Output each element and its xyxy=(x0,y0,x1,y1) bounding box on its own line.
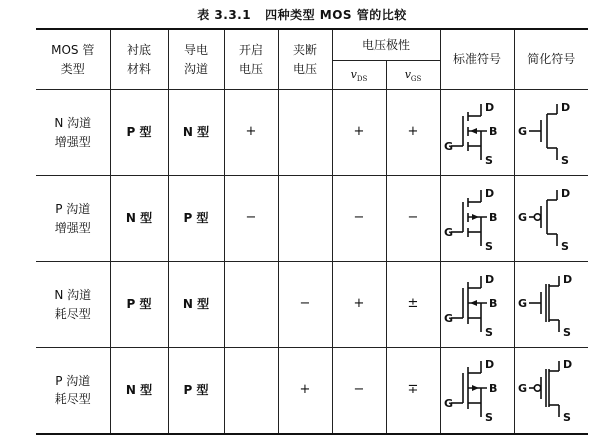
pmos-enhancement-standard-symbol xyxy=(443,184,511,254)
table-title: 四种类型 MOS 管的比较 xyxy=(265,8,407,22)
gate-label: G xyxy=(518,210,528,224)
cell-simplified-symbol xyxy=(514,348,588,434)
cell-channel: P 型 xyxy=(168,176,224,262)
header-standard-symbol: 标准符号 xyxy=(440,29,514,90)
cell-pinch-off xyxy=(278,176,332,262)
cell-type: P 沟道 增强型 xyxy=(36,176,110,262)
table-caption xyxy=(0,6,604,23)
source-label: S xyxy=(563,325,572,339)
source-label: S xyxy=(561,153,570,167)
drain-label: D xyxy=(561,100,571,114)
gate-label: G xyxy=(444,139,454,153)
cell-pinch-off: − xyxy=(278,262,332,348)
cell-turn-on: − xyxy=(224,176,278,262)
cell-substrate: P 型 xyxy=(110,262,168,348)
header-vgs: $v_{GS}$ xyxy=(386,61,440,90)
drain-label: D xyxy=(485,100,495,114)
cell-pinch-off: + xyxy=(278,348,332,434)
cell-type: P 沟道 耗尽型 xyxy=(36,348,110,434)
gate-label: G xyxy=(444,397,454,411)
header-voltage-polarity: 电压极性 xyxy=(332,29,440,61)
cell-vds: + xyxy=(332,262,386,348)
cell-type: N 沟道 耗尽型 xyxy=(36,262,110,348)
drain-label: D xyxy=(563,272,573,286)
gate-label: G xyxy=(518,296,528,310)
gate-label: G xyxy=(518,382,528,396)
nmos-depletion-simplified-symbol xyxy=(517,270,585,340)
pmos-enhancement-simplified-symbol xyxy=(517,184,585,254)
header-simplified-symbol: 简化符号 xyxy=(514,29,588,90)
source-label: S xyxy=(485,325,493,339)
cell-substrate: P 型 xyxy=(110,90,168,176)
body-label: B xyxy=(489,296,498,310)
cell-turn-on: + xyxy=(224,90,278,176)
cell-standard-symbol xyxy=(440,348,514,434)
table-row xyxy=(36,348,588,434)
table-row xyxy=(36,90,588,176)
cell-pinch-off xyxy=(278,90,332,176)
drain-label: D xyxy=(485,358,495,372)
cell-channel: P 型 xyxy=(168,348,224,434)
nmos-enhancement-standard-symbol xyxy=(443,98,511,168)
pmos-depletion-standard-symbol xyxy=(443,355,511,425)
nmos-enhancement-simplified-symbol xyxy=(517,98,585,168)
header-substrate: 衬底 材料 xyxy=(110,29,168,90)
cell-simplified-symbol xyxy=(514,262,588,348)
drain-label: D xyxy=(485,272,495,286)
drain-label: D xyxy=(561,186,571,200)
cell-vgs: + xyxy=(386,90,440,176)
header-pinch-off-voltage: 夹断 电压 xyxy=(278,29,332,90)
source-label: S xyxy=(485,411,493,425)
cell-vds: − xyxy=(332,176,386,262)
mos-comparison-table xyxy=(36,28,588,435)
cell-substrate: N 型 xyxy=(110,348,168,434)
gate-label: G xyxy=(444,225,454,239)
body-label: B xyxy=(489,382,498,396)
cell-vds: − xyxy=(332,348,386,434)
gate-label: G xyxy=(518,124,528,138)
cell-vds: + xyxy=(332,90,386,176)
cell-vgs: ± xyxy=(386,262,440,348)
cell-type: N 沟道 增强型 xyxy=(36,90,110,176)
header-type: MOS 管 类型 xyxy=(36,29,110,90)
cell-standard-symbol xyxy=(440,90,514,176)
body-label: B xyxy=(489,124,498,138)
nmos-depletion-standard-symbol xyxy=(443,270,511,340)
cell-channel: N 型 xyxy=(168,262,224,348)
pmos-depletion-simplified-symbol xyxy=(517,355,585,425)
source-label: S xyxy=(485,239,493,253)
cell-turn-on xyxy=(224,348,278,434)
table-row xyxy=(36,176,588,262)
cell-simplified-symbol xyxy=(514,176,588,262)
cell-standard-symbol xyxy=(440,176,514,262)
drain-label: D xyxy=(485,186,495,200)
cell-vgs: − xyxy=(386,176,440,262)
gate-label: G xyxy=(444,311,454,325)
table-row xyxy=(36,262,588,348)
cell-vgs: ∓ xyxy=(386,348,440,434)
cell-channel: N 型 xyxy=(168,90,224,176)
header-vds: $v_{DS}$ xyxy=(332,61,386,90)
table-number: 表 3.3.1 xyxy=(197,8,252,22)
header-channel: 导电 沟道 xyxy=(168,29,224,90)
cell-substrate: N 型 xyxy=(110,176,168,262)
source-label: S xyxy=(563,411,572,425)
cell-turn-on xyxy=(224,262,278,348)
drain-label: D xyxy=(563,358,573,372)
cell-simplified-symbol xyxy=(514,90,588,176)
body-label: B xyxy=(489,210,498,224)
source-label: S xyxy=(485,153,493,167)
source-label: S xyxy=(561,239,570,253)
cell-standard-symbol xyxy=(440,262,514,348)
header-turn-on-voltage: 开启 电压 xyxy=(224,29,278,90)
